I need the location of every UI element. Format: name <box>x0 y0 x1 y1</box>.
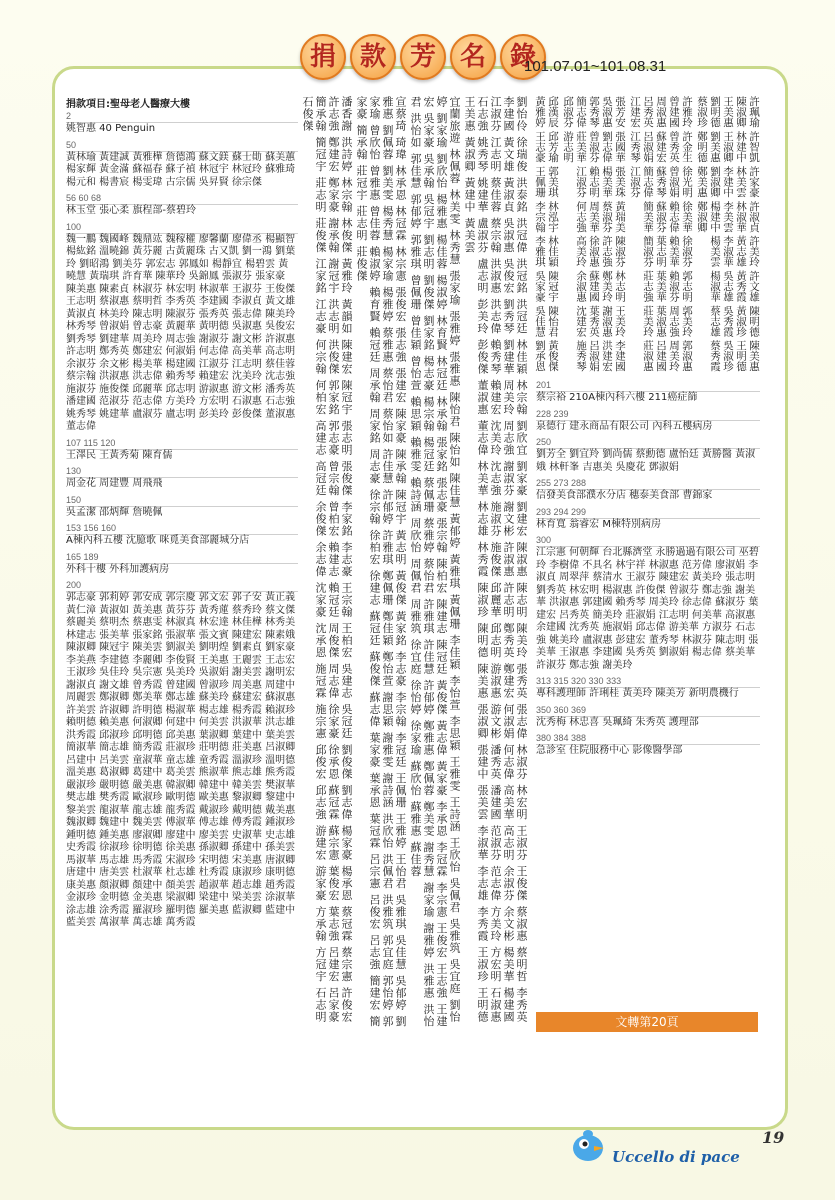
donor-section <box>66 523 298 548</box>
donor-section <box>536 437 760 474</box>
donor-section <box>536 380 760 405</box>
title-char-2: 款 <box>350 34 396 80</box>
section-amount: 255 273 288 <box>536 478 760 490</box>
bird-logo-icon <box>568 1124 608 1164</box>
section-amount: 2 <box>66 111 298 123</box>
section-amount: 100 <box>66 222 298 234</box>
section-names: 王澤民 王黃秀菊 陳育儒 <box>66 449 173 461</box>
section-amount: 165 189 <box>66 552 298 564</box>
section-amount: 107 115 120 <box>66 438 298 450</box>
section-amount: 50 <box>66 140 298 152</box>
donor-section <box>536 733 760 758</box>
section-amount: 250 <box>536 437 760 449</box>
section-names: 姚智惠 40 Penguin <box>66 123 156 134</box>
section-names: 吳孟潔 邵炳輝 詹曉佩 <box>66 506 163 518</box>
section-names: 蔡宗裕 210A棟內科六樓 211癌症篩 <box>536 392 698 403</box>
page-title <box>300 34 546 80</box>
donor-section <box>536 409 760 434</box>
section-names: A棟內科五樓 沈臆歌 咪覓美食部麗城分店 <box>66 535 250 546</box>
section-amount: 228 239 <box>536 409 760 421</box>
donor-section <box>536 676 760 701</box>
section-names: 信發美食部濮水分店 穗泰美食部 曹錦家 <box>536 490 713 501</box>
section-names: 專科護理師 許琍桂 黃美玲 陳美芳 新明農機行 <box>536 688 739 699</box>
section-names: 魏一鵬 魏國峰 魏鼎竑 魏稼權 廖馨蘭 廖偉丞 楊顯智 楊紘銘 溫曉錦 黃芬麗 古黃麗珠 古又凱 劉一鴻 劉葉玲 劉昭鴻 劉美芬 郭宏志 郭鳳如 楊靜宜 楊碧雲 黃曉慧 黃瑞琪 許育華 陳華玲 吳錦鳳 張淑芬 張家豪 陳美惠 陳素貞 林淑芬 林宏明 林淑華 王淑芬 王俊傑 王志明 蔡淑惠 蔡明哲 李秀英 李建國 李淑貞 黃文雄 黃淑貞 林美玲 陳志明 陳淑芬 張秀英 張志偉 陳美玲 林秀琴 曾淑娟 曾志豪 黃麗華 黃明德 吳淑惠 吳俊宏 劉秀琴 劉建華 周美玲 周志強 謝淑芬 謝文彬 許淑惠 許志明 鄭秀英 鄭建宏 何淑娟 何志偉 高美華 高志明 余淑芬 余文彬 楊美華 楊建國 江淑芬 江志明 蔡佳蓉 蔡宗翰 洪淑惠 洪志偉 賴秀琴 賴建宏 沈美玲 沈志強 施淑芬 施俊傑 邱麗華 邱志明 游淑惠 游文彬 潘秀英 潘建國 范淑芬 范志偉 方美玲 方宏明 石淑惠 石志強 姚秀琴 姚建華 盧淑芬 盧志明 彭美玲 彭俊傑 董淑惠 董志偉 <box>66 233 296 432</box>
donor-section <box>66 580 298 930</box>
title-char-5: 錄 <box>500 34 546 80</box>
title-char-4: 名 <box>450 34 496 80</box>
donor-section <box>66 552 298 577</box>
donor-section <box>66 140 298 190</box>
donor-section <box>66 438 298 463</box>
vertical-name-column: 劉怡伶 徐瑞俊 洪泰銘 洪冠偉 洪冠銘 洪冠廷 林佳穎 林宗翰 劉欣宜 劉家豪 劉建宏 陳淑惠 陳志明 陳美玲 張秀英 張志偉 林淑芬 林宏明 王淑芬 王俊傑 蔡淑惠 蔡明哲 李秀英 李建國 黃文雄 黃淑貞 吳淑惠 吳俊宏 劉秀琴 劉建華 周美玲 周志強 謝淑芬 謝文彬 許淑惠 許志明 鄭秀英 鄭建宏 何淑娟 何志偉 高美華 高志明 余淑芬 余文彬 楊美華 楊建國 江淑芬 江志明 蔡佳蓉 蔡宗翰 洪淑惠 洪志偉 賴秀琴 賴建宏 沈美玲 沈志強 施淑芬 施俊傑 邱麗華 邱志明 游淑惠 游文彬 潘秀英 潘建國 范淑芬 范志偉 方美玲 方宏明 石淑惠 石志強 姚秀琴 姚建華 盧淑芬 盧志明 彭美玲 彭俊傑 董淑惠 董志偉 林美華 林志雄 林秀霞 陳淑珍 陳明德 陳美惠 張淑卿 張建中 張美雲 李淑華 李志雄 李秀霞 王淑珍 王明德 王美惠 黃淑卿 黃建中 黃美雲 <box>463 96 528 1023</box>
section-amount: 200 <box>66 580 298 592</box>
donor-section <box>536 705 760 730</box>
vertical-name-column: 宣蔡琦 琦瑋 林承恩 林冠霖 林宗憲 張俊宏 張志強 張建宏 陳家豪 陳承翰 陳冠宇 黃志明 黃俊傑 黃家銘 李志豪 李宗翰 李冠廷 王佩珊 王雅婷 王怡君 吳雅琪 吳佳慧 吳郁婷 劉雅惠 劉佩蓉 劉美雯 楊秀慧 楊家瑜 楊雅婷 蔡雅惠 蔡怡君 蔡怡如 許佳慧 許郁婷 許雅琪 鄭佩珊 鄭佳穎 鄭怡萱 謝思穎 謝雅雯 謝詩涵 洪欣怡 洪佩君 洪雅筑 郭宜庭 郭怡婷 郭家瑜 曾欣怡 曾雅惠 曾佳蓉 賴淑婷 賴育賢 賴冠廷 周承翰 周家銘 周志豪 徐宗翰 徐柏宏 徐建志 蘇冠廷 蘇俊傑 蘇志偉 葉家豪 葉承恩 葉冠霖 呂宗憲 呂俊宏 呂志強 簡建宏 簡家豪 簡承翰 莊冠宇 莊志明 莊俊傑 <box>355 96 407 1028</box>
donor-section <box>66 495 298 520</box>
section-names: 林育寬 翁睿宏 M棟特別病房 <box>536 518 661 530</box>
section-names: 黃林瑜 黃建誠 黃雅樺 詹德鴻 蘇文鎂 蘇士勛 蘇美蕙 楊家輝 黃金滿 蘇福春 蘇子禎 林冠宇 林冠玲 蘇雅琦 楊元和 楊書宸 楊雯瑋 古宗儒 吳昇賢 徐宗傑 <box>66 151 296 188</box>
vertical-name-column: 許珮瑜 許智凱 許家豪 許淑貞 許美玲 許文雄 陳明德 陳美惠 陳淑卿 林建中 林美雲 林淑華 黃志雄 黃秀霞 黃淑珍 王明德 王美惠 王淑卿 李建中 李美雲 李淑華 吳志雄 吳秀霞 吳淑珍 劉明德 劉美惠 劉淑卿 楊建中 楊美雲 楊淑華 蔡志雄 蔡秀霞 蔡淑珍 鄭明德 鄭美惠 鄭淑卿 <box>696 96 760 372</box>
section-names: 江宗憲 何朝輝 台北縣濟堂 永勝過過有限公司 巫碧玲 李樹偉 不具名 林宇祥 林淑惠 范芳偉 廖淑娟 李淑貞 周翠萍 蔡清水 王淑芬 陳建宏 黃美玲 張志明 劉秀英 林宏明 楊淑惠 許俊傑 曾淑芬 鄭志強 謝美華 洪淑惠 郭建國 賴秀琴 周美玲 徐志偉 蘇淑芬 葉建宏 呂秀英 簡美玲 莊淑娟 江志明 何美華 高淑惠 余建國 沈秀英 施淑娟 邱志偉 游美華 方淑芬 石志強 姚美玲 盧淑惠 彭建宏 董秀琴 林淑芬 陳志明 張美華 王淑惠 李建國 吳秀英 劉淑娟 楊志偉 蔡美華 許淑芬 鄭志強 謝美玲 <box>536 547 759 671</box>
donor-section <box>536 478 760 503</box>
right-top-donor-columns <box>534 96 760 374</box>
section-names: 郭志豪 郭莉婷 郭安成 郭宗慶 郭文宏 郭子安 黃正義 黃仁漳 黃淑如 黃美惠 黃芬芬 黃秀蓮 蔡秀玲 蔡文傑 蔡麗美 蔡明杰 蔡惠雯 林淑真 林宏達 林佳樺 林秀美 林建志 張美華 張家銘 張淑華 張文賓 陳建宏 陳素娥 陳淑卿 陳冠宇 陳美雲 劉淑美 劉明煌 劉素貞 劉家豪 李美燕 李建德 李麗卿 李俊賢 王美惠 王麗雲 王志宏 王淑珍 吳佳玲 吳宗憲 吳美玲 吳淑娟 謝美雲 謝明宏 謝淑貞 謝文雄 曾秀霞 曾建國 曾淑珍 周美惠 周建中 周麗雲 鄭淑卿 鄭美華 鄭志雄 蘇美玲 蘇建宏 蘇淑惠 許美雲 許淑卿 許明德 楊淑華 楊志雄 楊秀霞 賴淑珍 賴明德 賴美惠 何淑卿 何建中 何美雲 洪淑華 洪志雄 洪秀霞 邱淑珍 邱明德 邱美惠 葉淑卿 葉建中 葉美雲 簡淑華 簡志雄 簡秀霞 莊淑珍 莊明德 莊美惠 呂淑卿 呂建中 呂美雲 童淑華 童志雄 童秀霞 溫淑珍 溫明德 溫美惠 葛淑卿 葛建中 葛美雲 熊淑華 熊志雄 熊秀霞 嚴淑珍 嚴明德 嚴美惠 韓淑卿 韓建中 韓美雲 樊淑華 樊志雄 樊秀霞 歐淑珍 歐明德 歐美惠 黎淑卿 黎建中 黎美雲 龍淑華 龍志雄 龍秀霞 戴淑珍 戴明德 戴美惠 魏淑卿 魏建中 魏美雲 傅淑華 傅志雄 傅秀霞 鍾淑珍 鍾明德 鍾美惠 廖淑卿 廖建中 廖美雲 史淑華 史志雄 史秀霞 徐淑珍 徐明德 徐美惠 孫淑卿 孫建中 孫美雲 馬淑華 馬志雄 馬秀霞 宋淑珍 宋明德 宋美惠 唐淑卿 唐建中 唐美雲 杜淑華 杜志雄 杜秀霞 康淑珍 康明德 康美惠 顏淑卿 顏建中 顏美雲 趙淑華 趙志雄 趙秀霞 金淑珍 金明德 金美惠 梁淑卿 梁建中 梁美雲 涂淑華 涂志雄 涂秀霞 羅淑珍 羅明德 羅美惠 藍淑卿 藍建中 藍美雲 萬淑華 萬志雄 萬秀霞 <box>66 592 296 928</box>
section-amount: 130 <box>66 466 298 478</box>
section-amount: 150 <box>66 495 298 507</box>
section-amount: 56 60 68 <box>66 193 298 205</box>
logo-text: Uccello di pace <box>612 1148 740 1166</box>
continued-label: 文轉第20頁 <box>536 1012 758 1032</box>
section-amount: 293 294 299 <box>536 507 760 519</box>
title-char-1: 捐 <box>300 34 346 80</box>
right-donor-sections <box>536 380 760 1006</box>
vertical-name-column: 潘香謝 洪詩婷 林宗翰 林俊傑 黃雅玲 黃韻如 陳建宏 陳冠宇 張志明 張俊傑 李家銘 李志豪 王宗翰 王柏宏 吳建志 吳冠廷 劉俊傑 劉志偉 楊家豪 楊承恩 蔡冠霖 蔡宗憲 許俊宏 許志強 鄭建宏 鄭家豪 謝承翰 謝冠宇 洪志明 洪俊傑 郭家銘 郭志豪 曾宗翰 曾柏宏 賴建志 賴冠廷 周俊傑 周志偉 徐家豪 徐承恩 蘇冠霖 蘇宗憲 葉俊宏 葉志強 呂建宏 呂家豪 簡承翰 簡冠宇 莊志明 莊俊傑 江家銘 江志豪 何宗翰 何柏宏 高建志 高冠廷 余俊傑 余志偉 沈家豪 沈承恩 施冠霖 施宗憲 邱俊宏 邱志強 游建宏 游家豪 方承翰 方冠宇 石志明 石俊傑 <box>301 96 353 1023</box>
vertical-name-column: 張芳安 張國華 張美珠 黃瑞美 陳淑芬 林志明 王美玲 李建國 吳淑惠 劉志偉 楊美華 蔡淑芬 許志強 鄭美玲 謝淑惠 洪建宏 郭秀琴 曾淑芬 賴志明 周美華 徐淑惠 蘇建國 葉秀英 呂淑娟 簡志偉 莊美華 江淑芬 何志強 高美玲 余淑惠 沈建宏 施秀琴 邱淑芬 游志明 <box>562 96 626 372</box>
left-sections <box>66 111 298 930</box>
section-names: 林玉堂 張心柔 旗程部-蔡碧玲 <box>66 205 196 216</box>
section-amount: 313 315 320 330 333 <box>536 676 760 688</box>
section-names: 急診室 住院服務中心 影像醫學部 <box>536 745 683 756</box>
donor-section <box>66 111 298 136</box>
vertical-name-column: 許雅玲 許金生 徐光明 徐美華 徐淑芬 郭志明 郭美玲 郭淑惠 曾建國 曾秀英 曾淑娟 賴志偉 賴美華 賴淑芬 周志強 周美玲 周淑惠 蘇建宏 蘇秀琴 蘇淑芬 葉志明 葉美華 葉淑惠 呂建國 呂秀英 呂淑娟 簡志偉 簡美華 簡淑芬 莊志強 莊美玲 莊淑惠 江建宏 江秀琴 江淑芬 <box>629 96 693 372</box>
donor-section <box>536 507 760 532</box>
left-donor-column <box>66 98 298 1118</box>
section-amount: 350 360 369 <box>536 705 760 717</box>
page-number: 19 <box>762 1128 785 1147</box>
vertical-name-column: 宜蘭旅遊 林佩蓉 林美雯 林秀慧 張家瑜 張雅婷 張雅惠 陳怡君 陳怡如 陳佳慧 黃郁婷 黃雅琪 黃佩珊 李佳穎 李怡萱 李思穎 王雅雯 王詩涵 王欣怡 吳佩君 吳雅筑 吳宜庭 劉怡婷 劉家瑜 劉欣怡 楊雅惠 楊佳蓉 楊淑婷 林育賢 林冠廷 林承翰 張家銘 張志豪 張宗翰 陳柏宏 陳建志 陳冠廷 黃俊傑 黃志偉 黃家豪 李承恩 李冠霖 李宗憲 王俊宏 王志強 王建宏 吳家豪 吳承翰 吳冠宇 劉志明 劉俊傑 劉家銘 楊志豪 楊宗翰 楊冠廷 蔡佩珊 蔡雅婷 蔡怡君 許雅琪 許佳慧 許郁婷 鄭雅惠 鄭佩蓉 鄭美雯 謝秀慧 謝家瑜 謝雅婷 洪雅惠 洪怡君 洪怡如 郭佳慧 郭郁婷 郭雅琪 曾佩珊 曾佳穎 曾怡萱 賴思穎 賴雅雯 賴詩涵 周欣怡 周佩君 周雅筑 徐宜庭 徐怡婷 徐家瑜 蘇欣怡 蘇雅惠 蘇佳蓉 <box>409 96 461 1028</box>
section-names: 泉德行 建永商品有限公司 內科五樓病房 <box>536 420 713 432</box>
project-label: 捐款項目:聖母老人醫療大樓 <box>66 99 190 110</box>
section-amount: 380 384 388 <box>536 733 760 745</box>
section-names: 劉芳全 劉宜羚 劉尚儒 蔡勳德 盧怡廷 黃勝醫 黃淑娥 林軒峯 吉惠美 吳慶花 鄧淑娟 <box>536 449 756 473</box>
donor-section <box>66 222 298 434</box>
section-names: 周金花 周建豐 周飛飛 <box>66 478 163 489</box>
vertical-name-column: 邱漢辰 邱芳瑜 郭美琪 林泓宇 林佳穎 陳冠宇 陳怡君 黃俊傑 黃雅婷 王志豪 王佩珊 李宗翰 李雅琪 吳家豪 吳佳慧 劉承恩 <box>534 96 559 372</box>
date-range: 101.07.01~101.08.31 <box>524 58 667 75</box>
donor-section <box>66 193 298 218</box>
donor-section <box>66 466 298 491</box>
donor-section <box>536 535 760 672</box>
section-names: 沈秀梅 林忠喜 吳珮綺 朱秀英 護理部 <box>536 716 699 728</box>
section-amount: 153 156 160 <box>66 523 298 535</box>
title-char-3: 芳 <box>400 34 446 80</box>
section-names: 外科十樓 外科加護病房 <box>66 563 170 575</box>
section-amount: 300 <box>536 535 760 547</box>
middle-donor-columns <box>300 96 528 1032</box>
section-amount: 201 <box>536 380 760 392</box>
